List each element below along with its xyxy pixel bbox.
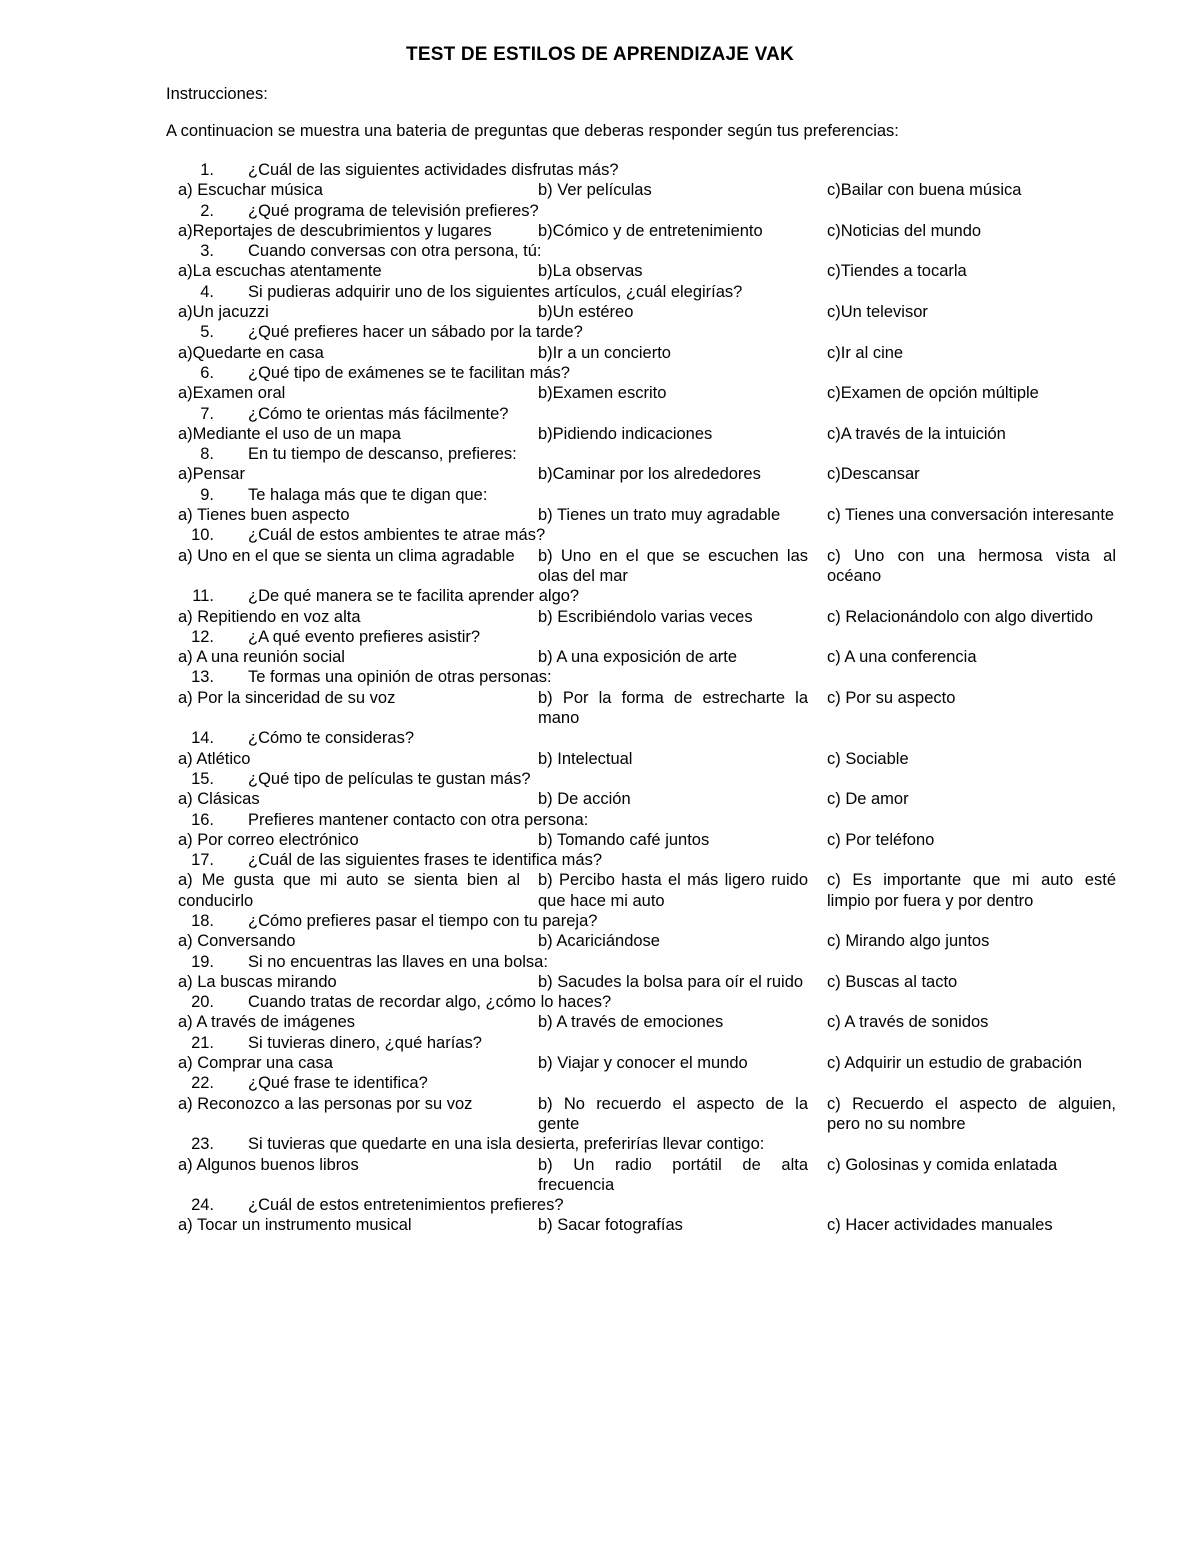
- question-text: ¿Cómo te consideras?: [248, 729, 414, 748]
- question-text: Si pudieras adquirir uno de los siguientes artículos, ¿cuál elegirías?: [248, 282, 743, 301]
- option-a: a) Clásicas: [178, 790, 260, 809]
- question-number: 12.: [191, 627, 214, 646]
- question-item: [178, 1073, 1118, 1134]
- option-b: b) Tomando café juntos: [538, 830, 710, 849]
- option-c: c) Buscas al tacto: [827, 972, 958, 991]
- answer-options: [178, 1155, 1118, 1196]
- question-number: 6.: [200, 363, 214, 382]
- question-line: [178, 850, 1118, 870]
- question-text: ¿Cuál de las siguientes actividades disfrutas más?: [248, 161, 619, 179]
- question-line: [178, 992, 1118, 1012]
- question-text: Si tuvieras dinero, ¿qué harías?: [248, 1033, 482, 1052]
- question-item: [178, 485, 1118, 526]
- option-c: c) Golosinas y comida enlatada: [827, 1155, 1058, 1174]
- question-text: ¿Qué tipo de exámenes se te facilitan más?: [248, 363, 570, 382]
- option-c: c)Descansar: [827, 465, 920, 484]
- question-item: [178, 363, 1118, 404]
- question-line: [178, 485, 1118, 505]
- option-c: c) Por teléfono: [827, 830, 935, 849]
- option-a: a)La escuchas atentamente: [178, 262, 382, 281]
- question-number: 2.: [200, 201, 214, 220]
- question-number: 5.: [200, 323, 214, 342]
- option-c: c) Hacer actividades manuales: [827, 1216, 1053, 1235]
- option-c: c) Es importante que mi auto esté limpio por fuera y por dentro: [827, 871, 1116, 910]
- question-line: [178, 911, 1118, 931]
- question-text: ¿De qué manera se te facilita aprender algo?: [248, 587, 580, 606]
- option-c: c)Tiendes a tocarla: [827, 262, 967, 281]
- question-item: [178, 1134, 1118, 1195]
- question-line: [178, 769, 1118, 789]
- option-c: c)Ir al cine: [827, 343, 904, 362]
- option-c: c) De amor: [827, 790, 909, 809]
- option-a: a) Atlético: [178, 749, 251, 768]
- question-line: [178, 728, 1118, 748]
- question-item: [178, 911, 1118, 952]
- option-b: b)La observas: [538, 262, 643, 281]
- question-line: [178, 1195, 1118, 1215]
- answer-options: [178, 647, 1118, 667]
- option-b: b) Percibo hasta el más ligero ruido que hace mi auto: [538, 871, 808, 910]
- question-line: [178, 525, 1118, 545]
- question-text: Si no encuentras las llaves en una bolsa:: [248, 952, 548, 971]
- question-text: Si tuvieras que quedarte en una isla desierta, preferirías llevar contigo:: [248, 1135, 765, 1154]
- option-b: b)Caminar por los alrededores: [538, 465, 761, 484]
- option-b: b) A través de emociones: [538, 1013, 724, 1032]
- answer-options: [178, 464, 1118, 484]
- question-item: [178, 282, 1118, 323]
- question-item: [178, 992, 1118, 1033]
- answer-options: [178, 424, 1118, 444]
- question-text: ¿Qué frase te identifica?: [248, 1074, 428, 1093]
- option-b: b) No recuerdo el aspecto de la gente: [538, 1094, 808, 1133]
- answer-options: [178, 870, 1118, 911]
- option-c: c) Adquirir un estudio de grabación: [827, 1054, 1082, 1073]
- question-item: [178, 1033, 1118, 1074]
- option-a: a) Escuchar música: [178, 181, 323, 200]
- option-b: b)Cómico y de entretenimiento: [538, 221, 763, 240]
- option-a: a)Mediante el uso de un mapa: [178, 424, 401, 443]
- question-text: Cuando tratas de recordar algo, ¿cómo lo haces?: [248, 993, 612, 1012]
- option-a: a)Examen oral: [178, 384, 286, 403]
- question-number: 19.: [191, 952, 214, 971]
- question-number: 20.: [191, 993, 214, 1012]
- question-text: En tu tiempo de descanso, prefieres:: [248, 445, 517, 464]
- answer-options: [178, 261, 1118, 281]
- question-text: ¿Cuál de estos ambientes te atrae más?: [248, 526, 546, 545]
- question-text: Te halaga más que te digan que:: [248, 485, 488, 504]
- option-a: a)Pensar: [178, 465, 245, 484]
- option-a: a) Por correo electrónico: [178, 830, 359, 849]
- option-a: a) Comprar una casa: [178, 1054, 333, 1073]
- answer-options: [178, 830, 1118, 850]
- option-b: b) Intelectual: [538, 749, 633, 768]
- question-text: ¿Cómo te orientas más fácilmente?: [248, 404, 509, 423]
- question-list: [178, 160, 1118, 1236]
- answer-options: [178, 688, 1118, 729]
- question-item: [178, 769, 1118, 810]
- answer-options: [178, 1012, 1118, 1032]
- question-number: 15.: [191, 769, 214, 788]
- option-a: a) Tocar un instrumento musical: [178, 1216, 412, 1235]
- question-number: 23.: [191, 1135, 214, 1154]
- option-a: a) Por la sinceridad de su voz: [178, 688, 396, 707]
- question-item: [178, 952, 1118, 993]
- question-line: [178, 160, 1118, 180]
- question-line: [178, 322, 1118, 342]
- question-line: [178, 952, 1118, 972]
- question-text: Cuando conversas con otra persona, tú:: [248, 242, 542, 261]
- answer-options: [178, 972, 1118, 992]
- option-c: c) Relacionándolo con algo divertido: [827, 607, 1093, 626]
- question-item: [178, 810, 1118, 851]
- question-item: [178, 667, 1118, 728]
- answer-options: [178, 302, 1118, 322]
- question-text: Prefieres mantener contacto con otra persona:: [248, 810, 589, 829]
- question-text: ¿Qué prefieres hacer un sábado por la tarde?: [248, 323, 583, 342]
- option-b: b) A una exposición de arte: [538, 648, 738, 667]
- question-line: [178, 282, 1118, 302]
- option-c: c) Por su aspecto: [827, 688, 956, 707]
- option-c: c)Un televisor: [827, 303, 928, 322]
- question-number: 3.: [200, 242, 214, 261]
- option-b: b) Por la forma de estrecharte la mano: [538, 688, 808, 728]
- question-item: [178, 322, 1118, 363]
- option-a: a) Tienes buen aspecto: [178, 506, 350, 525]
- answer-options: [178, 931, 1118, 951]
- question-item: [178, 404, 1118, 445]
- option-b: b)Examen escrito: [538, 384, 667, 403]
- question-item: [178, 627, 1118, 668]
- option-a: a)Un jacuzzi: [178, 303, 269, 322]
- question-line: [178, 1134, 1118, 1154]
- option-c: c) Tienes una conversación interesante: [827, 506, 1115, 525]
- question-line: [178, 1033, 1118, 1053]
- option-b: b) Ver películas: [538, 181, 652, 200]
- option-c: c) A una conferencia: [827, 648, 977, 667]
- answer-options: [178, 546, 1118, 587]
- option-c: c)Noticias del mundo: [827, 221, 982, 240]
- question-text: ¿Qué tipo de películas te gustan más?: [248, 769, 531, 788]
- option-a: a) Reconozco a las personas por su voz: [178, 1094, 473, 1113]
- question-text: ¿Qué programa de televisión prefieres?: [248, 201, 539, 220]
- question-line: [178, 586, 1118, 606]
- answer-options: [178, 180, 1118, 200]
- answer-options: [178, 1215, 1118, 1235]
- option-b: b)Ir a un concierto: [538, 343, 671, 362]
- answer-options: [178, 1053, 1118, 1073]
- option-a: a) Algunos buenos libros: [178, 1155, 359, 1174]
- question-number: 10.: [191, 526, 214, 545]
- answer-options: [178, 749, 1118, 769]
- answer-options: [178, 1094, 1118, 1135]
- option-a: a) A través de imágenes: [178, 1013, 356, 1032]
- option-c: c)A través de la intuición: [827, 424, 1006, 443]
- question-number: 17.: [191, 851, 214, 870]
- question-number: 16.: [191, 810, 214, 829]
- question-number: 18.: [191, 911, 214, 930]
- question-text: Te formas una opinión de otras personas:: [248, 668, 552, 687]
- question-number: 21.: [191, 1033, 214, 1052]
- question-line: [178, 444, 1118, 464]
- question-line: [178, 404, 1118, 424]
- option-c: c) Mirando algo juntos: [827, 932, 990, 951]
- option-c: c)Examen de opción múltiple: [827, 384, 1039, 403]
- option-b: b) Un radio portátil de alta frecuencia: [538, 1155, 808, 1194]
- instructions-text: A continuacion se muestra una bateria de preguntas que deberas responder según tus preferencias:: [166, 122, 899, 140]
- option-c: c) Sociable: [827, 749, 909, 768]
- option-b: b) Sacudes la bolsa para oír el ruido: [538, 972, 804, 991]
- question-item: [178, 444, 1118, 485]
- question-number: 4.: [200, 282, 214, 301]
- question-number: 24.: [191, 1196, 214, 1215]
- option-a: a) A una reunión social: [178, 648, 345, 667]
- question-number: 7.: [200, 404, 214, 423]
- question-text: ¿Cómo prefieres pasar el tiempo con tu pareja?: [248, 911, 598, 930]
- answer-options: [178, 789, 1118, 809]
- question-number: 1.: [200, 161, 214, 179]
- page-title: TEST DE ESTILOS DE APRENDIZAJE VAK: [406, 44, 794, 65]
- question-item: [178, 850, 1118, 911]
- option-a: a) Conversando: [178, 932, 296, 951]
- question-item: [178, 160, 1118, 201]
- answer-options: [178, 221, 1118, 241]
- question-line: [178, 363, 1118, 383]
- option-c: c) A través de sonidos: [827, 1013, 989, 1032]
- question-item: [178, 586, 1118, 627]
- question-line: [178, 810, 1118, 830]
- question-number: 13.: [191, 668, 214, 687]
- question-number: 22.: [191, 1074, 214, 1093]
- option-b: b) De acción: [538, 790, 631, 809]
- question-number: 9.: [200, 485, 214, 504]
- question-text: ¿A qué evento prefieres asistir?: [248, 627, 481, 646]
- question-text: ¿Cuál de estos entretenimientos prefieres?: [248, 1196, 564, 1215]
- answer-options: [178, 607, 1118, 627]
- question-item: [178, 525, 1118, 586]
- option-a: a)Reportajes de descubrimientos y lugares: [178, 221, 492, 240]
- question-item: [178, 201, 1118, 242]
- option-b: b) Uno en el que se escuchen las olas del mar: [538, 546, 808, 585]
- option-b: b) Viajar y conocer el mundo: [538, 1054, 748, 1073]
- option-b: b) Tienes un trato muy agradable: [538, 506, 781, 525]
- option-c: c) Recuerdo el aspecto de alguien, pero no su nombre: [827, 1094, 1116, 1133]
- answer-options: [178, 343, 1118, 363]
- option-b: b) Escribiéndolo varias veces: [538, 607, 753, 626]
- option-a: a) Uno en el que se sienta un clima agradable: [178, 546, 515, 565]
- question-line: [178, 667, 1118, 687]
- question-item: [178, 1195, 1118, 1236]
- instructions-label: Instrucciones:: [166, 85, 268, 103]
- question-number: 8.: [200, 445, 214, 464]
- option-b: b)Un estéreo: [538, 303, 634, 322]
- answer-options: [178, 505, 1118, 525]
- question-item: [178, 728, 1118, 769]
- answer-options: [178, 383, 1118, 403]
- question-line: [178, 201, 1118, 221]
- option-c: c)Bailar con buena música: [827, 181, 1022, 200]
- option-a: a)Quedarte en casa: [178, 343, 324, 362]
- question-item: [178, 241, 1118, 282]
- option-b: b) Acariciándose: [538, 932, 660, 951]
- option-a: a) La buscas mirando: [178, 972, 337, 991]
- option-c: c) Uno con una hermosa vista al océano: [827, 546, 1116, 585]
- option-b: b)Pidiendo indicaciones: [538, 424, 713, 443]
- option-a: a) Repitiendo en voz alta: [178, 607, 361, 626]
- question-line: [178, 627, 1118, 647]
- question-number: 14.: [191, 729, 214, 748]
- question-line: [178, 241, 1118, 261]
- option-a: a) Me gusta que mi auto se sienta bien al conducirlo: [178, 871, 520, 910]
- question-line: [178, 1073, 1118, 1093]
- question-number: 11.: [192, 587, 214, 606]
- option-b: b) Sacar fotografías: [538, 1216, 683, 1235]
- question-text: ¿Cuál de las siguientes frases te identifica más?: [248, 851, 603, 870]
